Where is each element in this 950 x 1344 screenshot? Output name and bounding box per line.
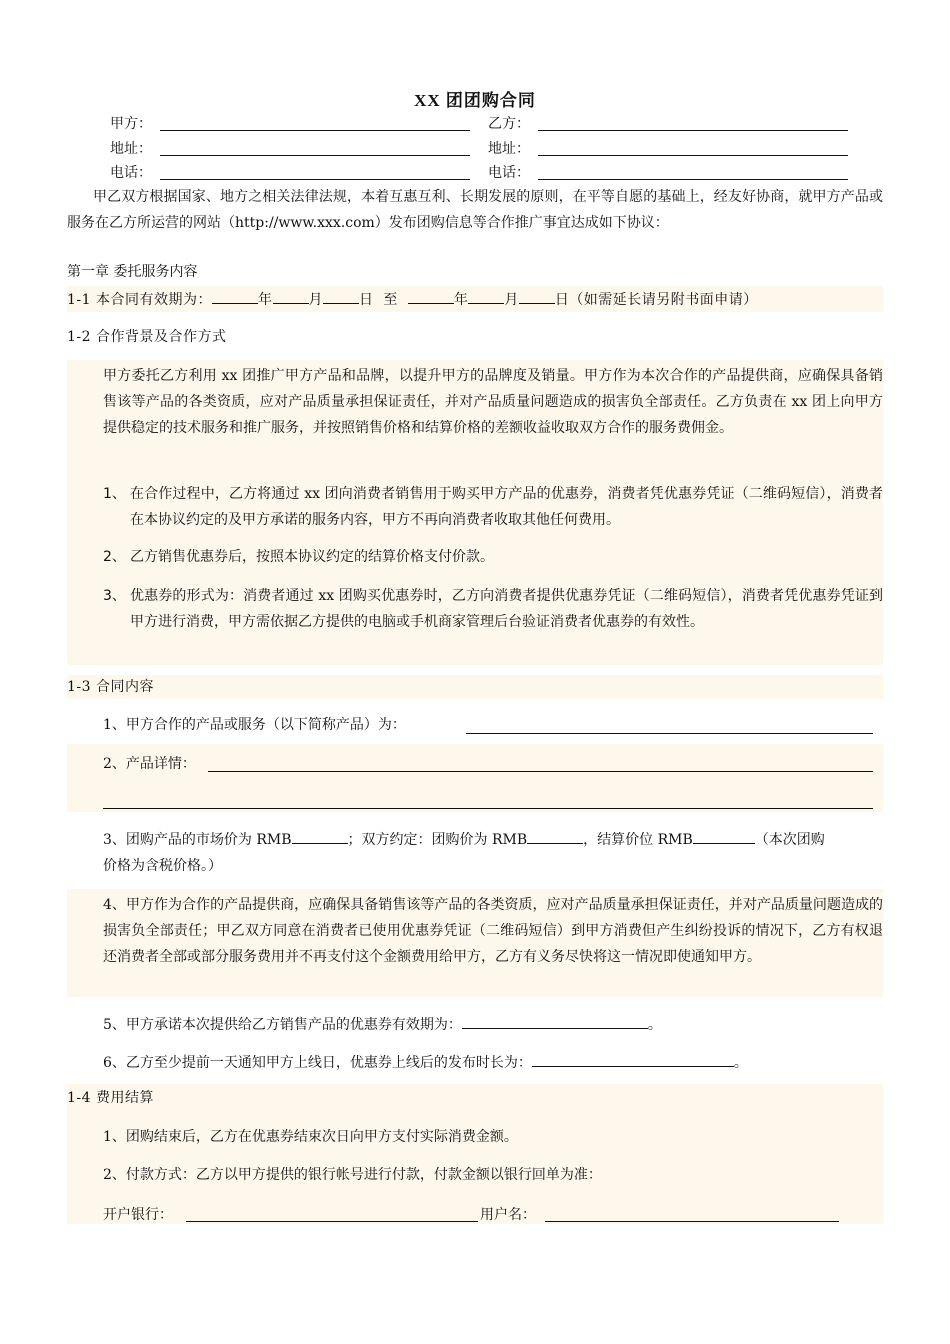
party-a-address-field[interactable]: [160, 155, 470, 156]
item-3-prices: [103, 827, 883, 879]
group-price-field[interactable]: [527, 829, 583, 844]
item-4-text: 4、甲方作为合作的产品提供商，应确保具备销售该等产品的各类资质，应对产品质量承担保证责任，并对产品质量问题造成的损害负全部责任；甲乙双方同意在消费者已使用优惠券凭证（二维码短信）到甲方消费但产生纠纷投诉的情况下，乙方有权退还消费者全部或部分服务费用并不再支付这个金额费用给甲方，乙方有义务尽快将这一情况即使通知甲方。: [103, 897, 883, 965]
tax-note: （本次团购: [754, 832, 825, 848]
settlement-item-1: 1、团购结束后，乙方在优惠券结束次日向甲方支付实际消费金额。: [103, 1129, 518, 1145]
release-duration-period: 。: [733, 1055, 748, 1071]
bank-label: 开户银行：: [103, 1207, 173, 1223]
section-1-1-validity: [67, 289, 758, 310]
account-name-label: 用户名：: [480, 1207, 536, 1223]
end-month-field[interactable]: [468, 289, 504, 304]
to-label: 至: [383, 292, 398, 308]
party-a-tel-field[interactable]: [160, 179, 470, 180]
item-1-number: 1、: [103, 486, 126, 502]
product-detail-label: 2、产品详情：: [103, 756, 196, 772]
party-b-address-field[interactable]: [538, 155, 848, 156]
market-price-label: 3、团购产品的市场价为 RMB: [103, 832, 292, 848]
end-year-label: 年: [453, 292, 469, 308]
section-1-1-label: 1-1 本合同有效期为：: [67, 292, 212, 308]
release-duration-row: [103, 1052, 748, 1073]
product-field[interactable]: [466, 733, 873, 734]
tax-note-end: 价格为含税价格。）: [103, 858, 222, 874]
section-1-4-band: [67, 1084, 883, 1224]
coupon-validity-row: [103, 1014, 662, 1035]
start-day-field[interactable]: [323, 289, 359, 304]
end-day-field[interactable]: [519, 289, 555, 304]
account-name-field[interactable]: [545, 1221, 839, 1222]
market-price-field[interactable]: [292, 829, 348, 844]
party-b-address-label: 地址：: [488, 141, 530, 157]
intro-paragraph: 甲乙双方根据国家、地方之相关法律法规，本着互惠互利、长期发展的原则，在平等自愿的基础上，经友好协商，就甲方产品或服务在乙方所运营的网站（http://www.xxx.com）发布团购信息等合作推广事宜达成如下协议：: [67, 189, 883, 231]
section-1-3-band: [67, 675, 883, 699]
extension-note: 日（如需延长请另附书面申请）: [554, 292, 758, 308]
product-detail-field-2[interactable]: [103, 808, 873, 809]
settlement-price-field[interactable]: [693, 829, 755, 844]
coupon-validity-period: 。: [647, 1017, 662, 1033]
year-label: 年: [258, 292, 273, 308]
party-a-address-label: 地址：: [110, 141, 152, 157]
product-detail-field-1[interactable]: [208, 771, 873, 772]
settlement-item-2: 2、付款方式：乙方以甲方提供的银行帐号进行付款，付款金额以银行回单为准：: [103, 1167, 602, 1183]
release-duration-label: 6、乙方至少提前一天通知甲方上线日，优惠券上线后的发布时长为：: [103, 1055, 532, 1071]
party-a-label: 甲方：: [110, 116, 152, 132]
section-1-3-heading: 1-3 合同内容: [67, 679, 154, 695]
month-label: 月: [308, 292, 323, 308]
item-2-number: 2、: [103, 549, 126, 565]
group-price-label: ；双方约定：团购价为 RMB: [347, 832, 528, 848]
section-1-2-heading: 1-2 合作背景及合作方式: [67, 329, 227, 345]
party-b-tel-field[interactable]: [538, 179, 848, 180]
page-title: XX 团团购合同: [414, 91, 536, 110]
chapter-1-heading: 第一章 委托服务内容: [67, 264, 198, 280]
item-2-text: 乙方销售优惠券后，按照本协议约定的结算价格支付价款。: [130, 549, 494, 565]
day-label: 日: [359, 292, 374, 308]
coupon-validity-field[interactable]: [462, 1014, 648, 1029]
party-a-tel-label: 电话：: [110, 165, 152, 181]
coupon-validity-label: 5、甲方承诺本次提供给乙方销售产品的优惠券有效期为：: [103, 1017, 462, 1033]
item-1-text: 在合作过程中，乙方将通过 xx 团向消费者销售用于购买甲方产品的优惠券，消费者凭优惠券凭证（二维码短信），消费者在本协议约定的及甲方承诺的服务内容，甲方不再向消费者收取其他任何费用。: [130, 486, 883, 528]
release-duration-field[interactable]: [532, 1052, 734, 1067]
section-1-2-paragraph: 甲方委托乙方利用 xx 团推广甲方产品和品牌，以提升甲方的品牌度及销量。甲方作为本次合作的产品提供商，应确保具备销售该等产品的各类资质，应对产品质量承担保证责任，并对产品质量问题造成的损害负全部责任。乙方负责在 xx 团上向甲方提供稳定的技术服务和推广服务，并按照销售价格和结算价格的差额收益收取双方合作的服务费佣金。: [103, 368, 883, 436]
section-1-4-heading: 1-4 费用结算: [67, 1090, 154, 1106]
end-year-field[interactable]: [408, 289, 454, 304]
product-label: 1、甲方合作的产品或服务（以下简称产品）为：: [103, 717, 406, 733]
party-a-field[interactable]: [160, 130, 470, 131]
start-month-field[interactable]: [273, 289, 309, 304]
item-3-text: 优惠券的形式为：消费者通过 xx 团购买优惠券时，乙方向消费者提供优惠券凭证（二维码短信），消费者凭优惠券凭证到甲方进行消费，甲方需依据乙方提供的电脑或手机商家管理后台验证消费者优惠券的有效性。: [130, 588, 883, 630]
item-3-number: 3、: [103, 588, 126, 604]
settlement-price-label: ，结算价位 RMB: [583, 832, 693, 848]
party-b-tel-label: 电话：: [488, 165, 530, 181]
party-b-field[interactable]: [538, 130, 848, 131]
end-month-label: 月: [504, 292, 519, 308]
start-year-field[interactable]: [212, 289, 258, 304]
party-b-label: 乙方：: [488, 116, 530, 132]
bank-field[interactable]: [186, 1221, 478, 1222]
